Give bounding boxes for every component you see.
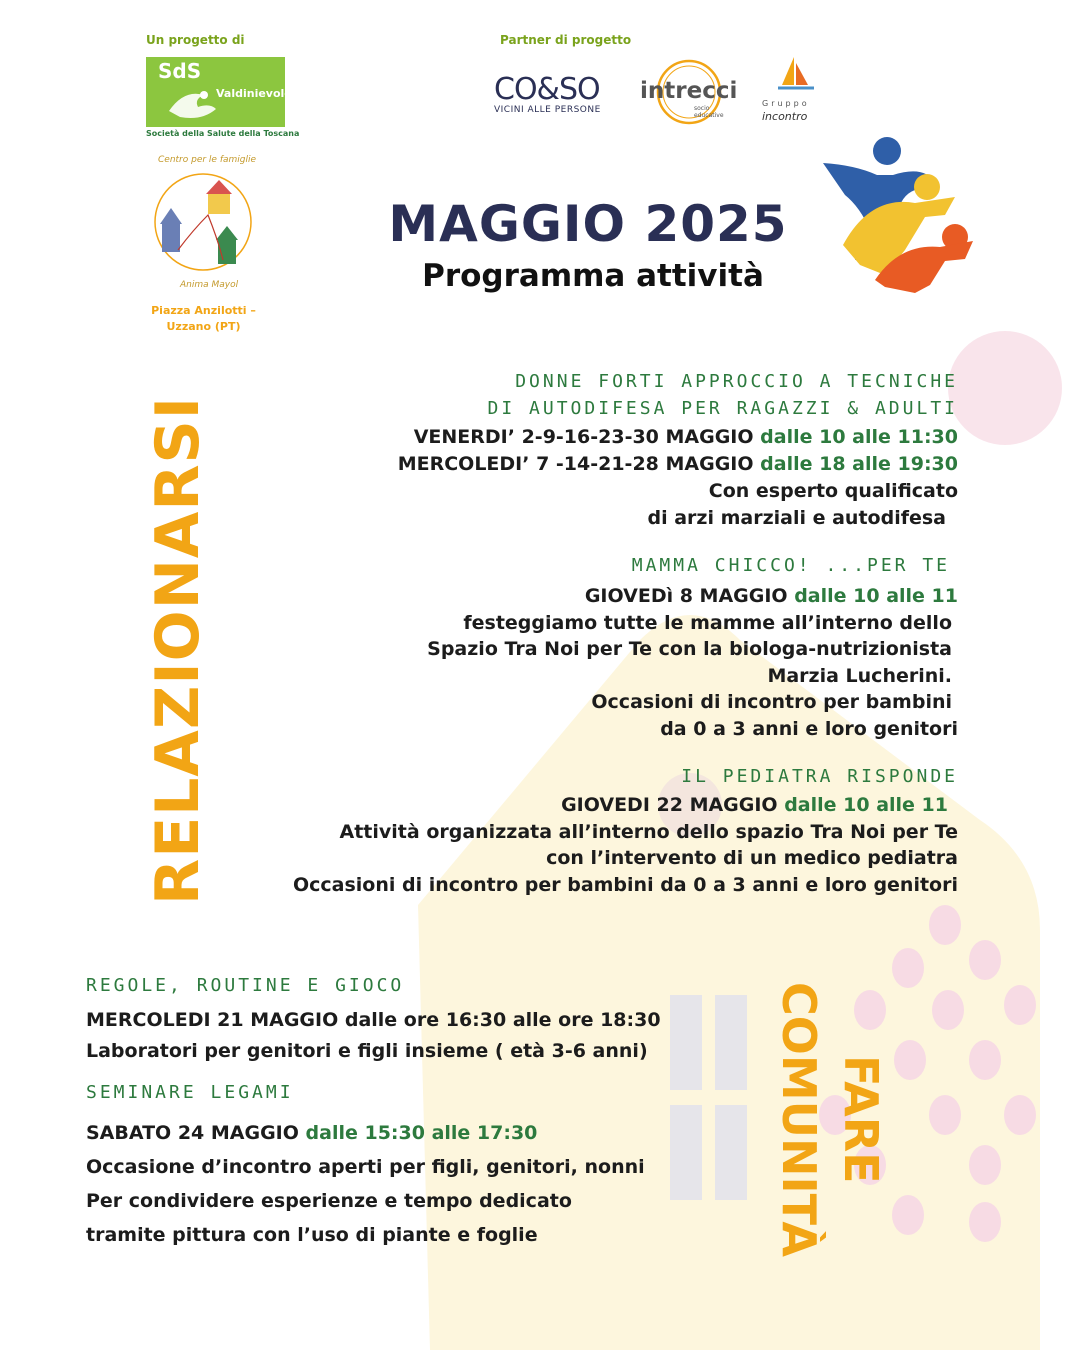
sds-abbr: SdS [158, 59, 202, 83]
section5-time: dalle 15:30 alle 17:30 [305, 1122, 538, 1144]
partner-label: Partner di progetto [500, 33, 632, 47]
section2-line5: da 0 a 3 anni e loro genitori [660, 717, 958, 740]
section-mamma-chicco [230, 552, 958, 742]
coeso-logo [494, 72, 609, 115]
bird-icon [164, 81, 219, 125]
people-figures-icon [815, 135, 980, 295]
section1-title-line2: DI AUTODIFESA PER RAGAZZI & ADULTI [487, 398, 958, 419]
centro-famiglie-logo [140, 150, 265, 300]
section1-desc2: di arzi marziali e autodifesa [647, 507, 946, 529]
section2-time: dalle 10 alle 11 [794, 585, 958, 607]
section2-line3: Marzia Lucherini. [767, 664, 952, 687]
centro-script-bottom: Anima Mayol [180, 280, 239, 290]
section3-time: dalle 10 alle 11 [784, 794, 948, 816]
section3-title: IL PEDIATRA RISPONDE [681, 766, 958, 787]
section5-line2: Per condividere esperienze e tempo dedicato [86, 1190, 572, 1212]
section3-line2: con l’intervento di un medico pediatra [546, 847, 958, 869]
page-subtitle: Programma attività [422, 258, 764, 294]
centro-script-top: Centro per le famiglie [158, 155, 257, 165]
sds-caption: Società della Salute della Toscana [146, 129, 300, 138]
section5-line3: tramite pittura con l’uso di piante e foglie [86, 1224, 538, 1246]
section4-line1: MERCOLEDI 21 MAGGIO dalle ore 16:30 alle ore 18:30 [86, 1009, 661, 1031]
section3-line3: Occasioni di incontro per bambini da 0 a 3 anni e loro genitori [292, 873, 958, 896]
section2-title: MAMMA CHICCO! ...PER TE [631, 555, 950, 576]
section5-date [86, 1116, 706, 1150]
vertical-relazionarsi: RELAZIONARSI [143, 395, 213, 905]
section3-date [200, 792, 958, 819]
section2-day: GIOVEDì 8 MAGGIO [584, 585, 795, 607]
section1-title-line1: DONNE FORTI APPROCCIO A TECNICHE [515, 371, 958, 392]
section2-date [230, 583, 958, 610]
houses-icon [148, 170, 258, 275]
sds-region: Valdinievole [216, 87, 292, 100]
pink-circle [948, 331, 1062, 445]
intrecci-name: intrecci [640, 78, 738, 104]
section2-line2: Spazio Tra Noi per Te con la biologa-nutrizionista [427, 638, 952, 660]
gruppo-incontro-logo [760, 55, 826, 127]
project-label: Un progetto di [146, 33, 245, 47]
section-regole [86, 972, 706, 1067]
section2-line4: Occasioni di incontro per bambini [591, 691, 952, 713]
section5-line1: Occasione d’incontro aperti per figli, genitori, nonni [86, 1156, 645, 1178]
section1-row1-day: VENERDI’ 2-9-16-23-30 MAGGIO [413, 426, 761, 448]
section1-desc1: Con esperto qualificato [708, 480, 958, 502]
section1-row2-time: dalle 18 alle 19:30 [760, 453, 958, 475]
intrecci-logo [640, 58, 740, 128]
section5-day: SABATO 24 MAGGIO [86, 1122, 306, 1144]
section5-title: SEMINARE LEGAMI [86, 1082, 294, 1103]
intrecci-tagline: socio educative [694, 105, 724, 119]
section-seminare [86, 1079, 706, 1252]
section-pediatra [200, 763, 958, 898]
section4-title: REGOLE, ROUTINE E GIOCO [86, 975, 405, 996]
section1-row1-time: dalle 10 alle 11:30 [760, 426, 958, 448]
section-donne-forti [230, 368, 958, 532]
sds-logo [146, 57, 292, 127]
section1-row2 [230, 451, 958, 478]
section4-line2: Laboratori per genitori e figli insieme ( età 3-6 anni) [86, 1040, 648, 1062]
centro-address [140, 303, 267, 335]
vertical-fare: FARE [834, 1055, 888, 1184]
centro-address-line1: Piazza Anzilotti – [151, 304, 256, 317]
coeso-name: CO&SO [494, 72, 600, 107]
section1-row1 [230, 424, 958, 451]
gruppo-bottom: incontro [762, 110, 808, 123]
page-title: MAGGIO 2025 [388, 195, 788, 253]
centro-address-line2: Uzzano (PT) [166, 320, 241, 333]
vertical-comunita: COMUNITÀ [772, 982, 826, 1258]
section2-line1: festeggiamo tutte le mamme all’interno dello [463, 611, 952, 634]
coeso-tagline: VICINI ALLE PERSONE [494, 105, 601, 115]
gruppo-top: Gruppo [762, 99, 810, 108]
section1-row2-day: MERCOLEDI’ 7 -14-21-28 MAGGIO [397, 453, 761, 475]
section3-line1: Attività organizzata all’interno dello spazio Tra Noi per Te [339, 820, 958, 843]
section3-day: GIOVEDI 22 MAGGIO [561, 794, 785, 816]
sailboat-icon [776, 55, 816, 95]
